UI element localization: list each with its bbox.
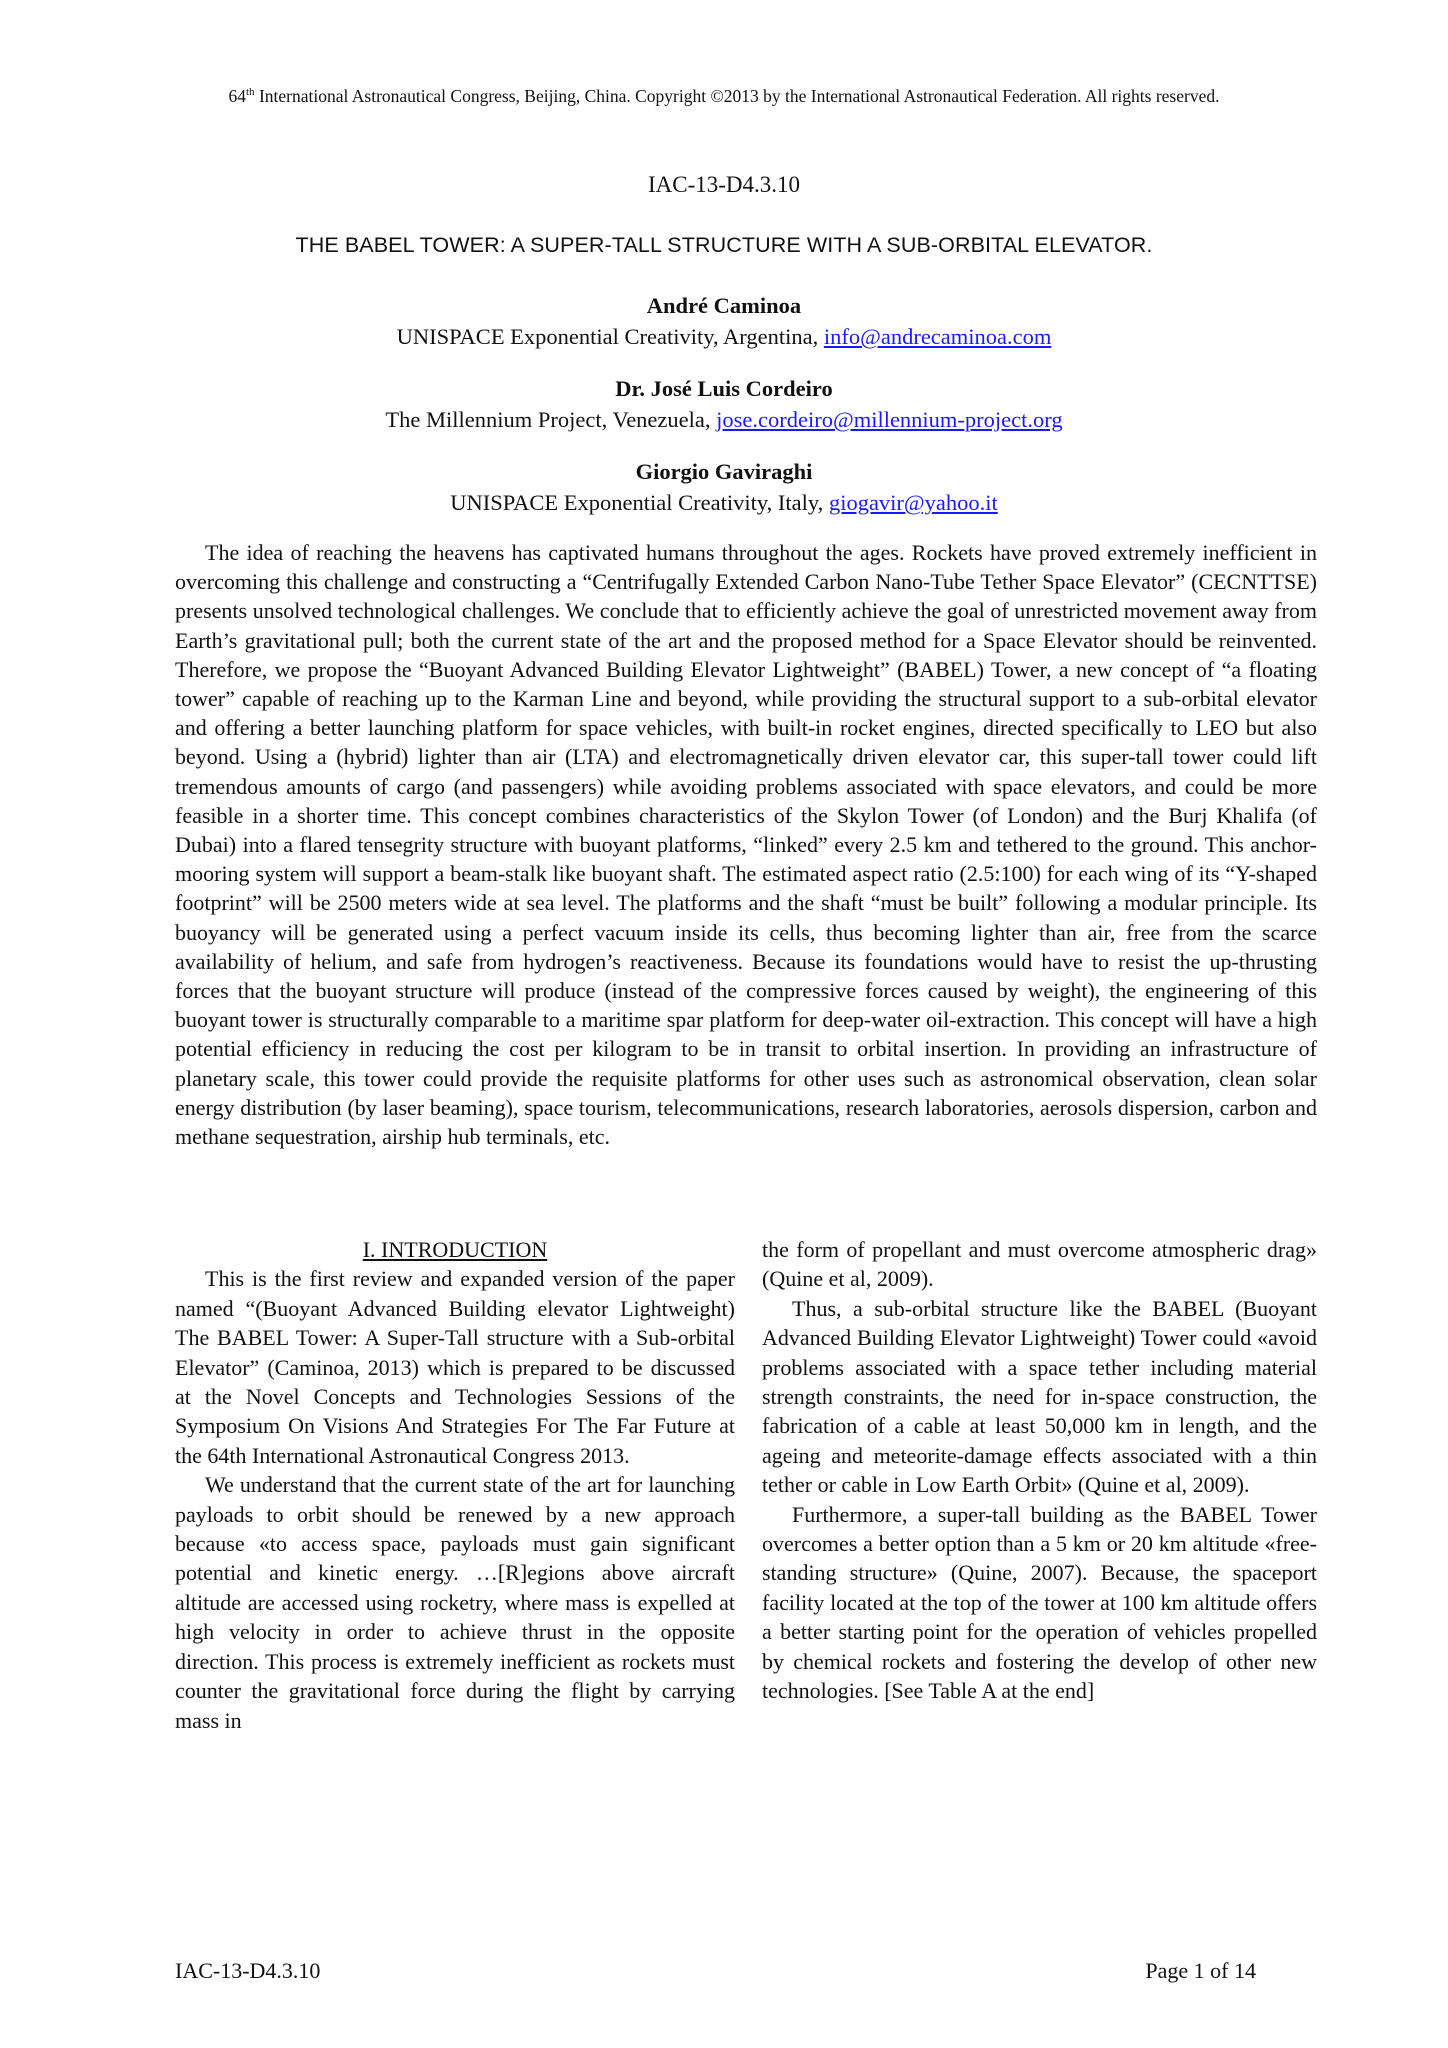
conference-header: 64th International Astronautical Congress, Beijing, China. Copyright ©2013 by the International Astronautical Federation. All rights reserved. xyxy=(228,86,1220,106)
author-email-link[interactable]: jose.cordeiro@millennium-project.org xyxy=(716,407,1063,432)
author-affiliation: UNISPACE Exponential Creativity, Italy, xyxy=(450,490,829,515)
left-column xyxy=(175,1235,735,1735)
abstract: The idea of reaching the heavens has captivated humans throughout the ages. Rockets have proved extremely inefficient in overcoming this challenge and constructing a “Centrifugally Extended Carbon Nano-Tube Tether Space Elevator” (CECNTTSE) presents unsolved technological challenges. We conclude that to efficiently achieve the goal of unrestricted movement away from Earth’s gravitational pull; both the current state of the art and the proposed method for a Space Elevator should be reinvented. Therefore, we propose the “Buoyant Advanced Building Elevator Lightweight” (BABEL) Tower, a new concept of “a floating tower” capable of reaching up to the Karman Line and beyond, while providing the structural support to a sub-orbital elevator and offering a better launching platform for space vehicles, with built-in rocket engines, directed specifically to LEO but also beyond. Using a (hybrid) lighter than air (LTA) and electromagnetically driven elevator car, this super-tall tower could lift tremendous amounts of cargo (and passengers) while avoiding problems associated with space elevators, and could be more feasible in a shorter time. This concept combines characteristics of the Skylon Tower (of London) and the Burj Khalifa (of Dubai) into a flared tensegrity structure with buoyant platforms, “linked” every 2.5 km and tethered to the ground. This anchor-mooring system will support a beam-stalk like buoyant shaft. The estimated aspect ratio (2.5:100) for each wing of its “Y-shaped footprint” will be 2500 meters wide at sea level. The platforms and the shaft “must be built” following a modular principle. Its buoyancy will be generated using a perfect vacuum inside its cells, thus becoming lighter than air, free from the scarce availability of helium, and safe from hydrogen’s reactiveness. Because its foundations would have to resist the up-thrusting forces that the buoyant structure will produce (instead of the compressive forces caused by weight), the engineering of this buoyant tower is structurally comparable to a maritime spar platform for deep-water oil-extraction. This concept will have a high potential efficiency in reducing the cost per kilogram to be in transit to orbital insertion. In providing an infrastructure of planetary scale, this tower could provide the requisite platforms for other uses such as astronomical observation, clean solar energy distribution (by laser beaming), space tourism, telecommunications, research laboratories, aerosols dispersion, carbon and methane sequestration, airship hub terminals, etc. xyxy=(175,540,1317,1150)
right-column xyxy=(762,1235,1317,1706)
author-name: Giorgio Gaviraghi xyxy=(635,459,813,484)
author-affiliation: The Millennium Project, Venezuela, xyxy=(385,407,717,432)
paragraph: This is the first review and expanded version of the paper named “(Buoyant Advanced Building elevator Lightweight) The BABEL Tower: A Super-Tall structure with a Sub-orbital Elevator” (Caminoa, 2013) which is prepared to be discussed at the Novel Concepts and Technologies Sessions of the Symposium On Visions And Strategies For The Far Future at the 64th International Astronautical Congress 2013. xyxy=(175,1266,735,1468)
author-email-link[interactable]: info@andrecaminoa.com xyxy=(823,324,1052,349)
author-block xyxy=(0,456,1448,518)
paper-id: IAC-13-D4.3.10 xyxy=(647,172,801,197)
paragraph: We understand that the current state of the art for launching payloads to orbit should be renewed by a new approach because «to access space, payloads must gain significant potential and kinetic energy. …[R]egions above aircraft altitude are accessed using rocketry, where mass is expelled at high velocity in order to achieve thrust in the opposite direction. This process is extremely inefficient as rockets must counter the gravitational force during the flight by carrying mass in xyxy=(175,1472,735,1733)
author-block xyxy=(0,290,1448,352)
author-name: Dr. José Luis Cordeiro xyxy=(615,376,833,401)
paragraph: Furthermore, a super-tall building as the BABEL Tower overcomes a better option than a 5 km or 20 km altitude «free-standing structure» (Quine, 2007). Because, the spaceport facility located at the top of the tower at 100 km altitude offers a better starting point for the operation of vehicles propelled by chemical rockets and fostering the develop of other new technologies. [See Table A at the end] xyxy=(762,1501,1317,1704)
page-number: Page 1 of 14 xyxy=(1145,1958,1256,1983)
author-affiliation: UNISPACE Exponential Creativity, Argentina, xyxy=(396,324,824,349)
author-email-link[interactable]: giogavir@yahoo.it xyxy=(828,490,998,515)
paragraph: Thus, a sub-orbital structure like the BABEL (Buoyant Advanced Building Elevator Lightweight) Tower could «avoid problems associated with a space tether including material strength constraints, the need for in-space construction, the fabrication of a cable at least 50,000 km in length, and the ageing and meteorite-damage effects associated with a thin tether or cable in Low Earth Orbit» (Quine et al, 2009). xyxy=(762,1295,1317,1498)
paper-title: THE BABEL TOWER: A SUPER-TALL STRUCTURE WITH A SUB-ORBITAL ELEVATOR. xyxy=(295,233,1153,257)
section-heading: I. INTRODUCTION xyxy=(362,1237,548,1262)
paragraph-continuation: the form of propellant and must overcome atmospheric drag» (Quine et al, 2009). xyxy=(762,1237,1317,1292)
author-block xyxy=(0,373,1448,435)
author-name: André Caminoa xyxy=(646,293,802,318)
footer-paper-id: IAC-13-D4.3.10 xyxy=(175,1958,321,1983)
